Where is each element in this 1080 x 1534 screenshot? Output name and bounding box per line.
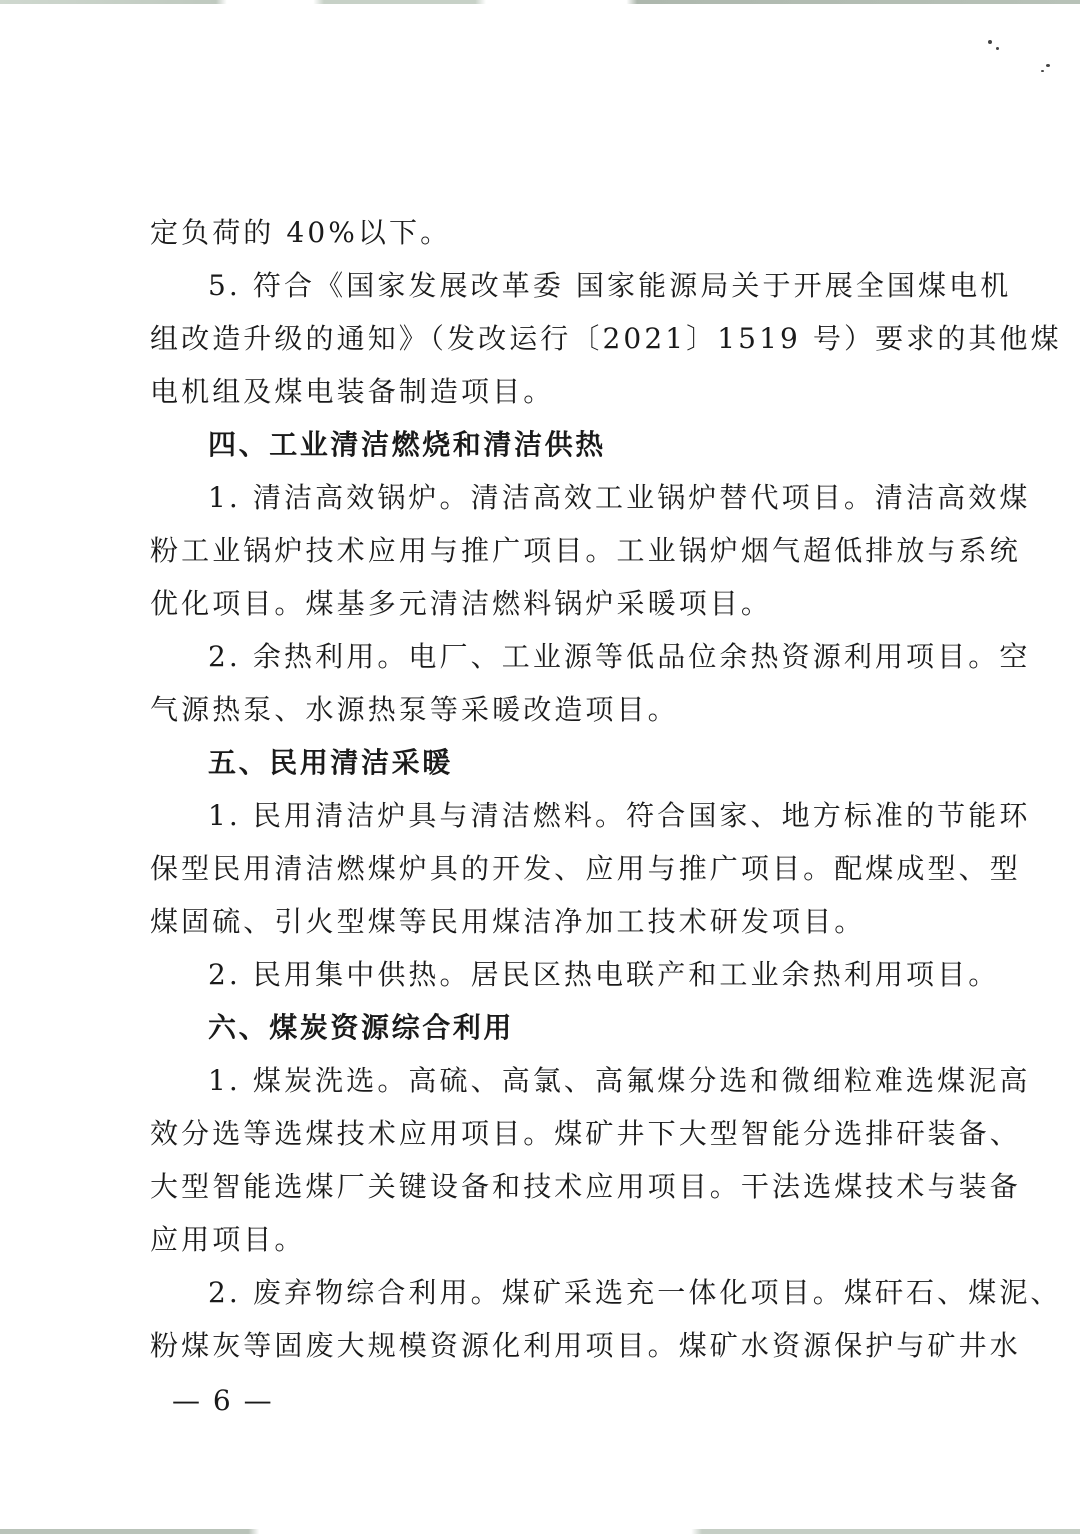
document-body [150, 206, 1062, 1372]
scan-speck [1046, 64, 1050, 67]
text-line: 粉工业锅炉技术应用与推广项目。工业锅炉烟气超低排放与系统 [150, 534, 1021, 567]
scan-top-edge [0, 0, 1080, 4]
text-line: 煤固硫、引火型煤等民用煤洁净加工技术研发项目。 [150, 905, 866, 938]
text-line: 大型智能选煤厂关键设备和技术应用项目。干法选煤技术与装备 [150, 1170, 1021, 1203]
text-line: 2. 余热利用。电厂、工业源等低品位余热资源利用项目。空 [208, 640, 1031, 673]
text-line: 粉煤灰等固废大规模资源化利用项目。煤矿水资源保护与矿井水 [150, 1329, 1021, 1362]
text-line: 1. 民用清洁炉具与清洁燃料。符合国家、地方标准的节能环 [208, 799, 1031, 832]
text-line: 1. 煤炭洗选。高硫、高氯、高氟煤分选和微细粒难选煤泥高 [208, 1064, 1031, 1097]
text-line: 2. 废弃物综合利用。煤矿采选充一体化项目。煤矸石、煤泥、 [208, 1276, 1062, 1309]
scan-speck [988, 40, 992, 44]
text-line: 定负荷的 40%以下。 [150, 216, 452, 249]
text-line: 2. 民用集中供热。居民区热电联产和工业余热利用项目。 [208, 958, 1000, 991]
text-line: 应用项目。 [150, 1223, 306, 1256]
text-line: 5. 符合《国家发展改革委 国家能源局关于开展全国煤电机 [208, 269, 1012, 302]
scan-speck [996, 47, 999, 50]
text-line: 气源热泵、水源热泵等采暖改造项目。 [150, 693, 679, 726]
text-line: 优化项目。煤基多元清洁燃料锅炉采暖项目。 [150, 587, 773, 620]
text-line: 电机组及煤电装备制造项目。 [150, 375, 555, 408]
section-heading: 五、民用清洁采暖 [208, 746, 453, 779]
page-number: — 6 — [172, 1384, 274, 1417]
scan-speck [1041, 70, 1044, 72]
text-line: 组改造升级的通知》（发改运行〔2021〕1519 号）要求的其他煤 [150, 322, 1062, 355]
text-line: 保型民用清洁燃煤炉具的开发、应用与推广项目。配煤成型、型 [150, 852, 1021, 885]
section-heading: 四、工业清洁燃烧和清洁供热 [208, 428, 606, 461]
text-line: 效分选等选煤技术应用项目。煤矿井下大型智能分选排矸装备、 [150, 1117, 1021, 1150]
text-line: 1. 清洁高效锅炉。清洁高效工业锅炉替代项目。清洁高效煤 [208, 481, 1031, 514]
scan-bottom-edge [0, 1529, 1080, 1534]
section-heading: 六、煤炭资源综合利用 [208, 1011, 515, 1044]
